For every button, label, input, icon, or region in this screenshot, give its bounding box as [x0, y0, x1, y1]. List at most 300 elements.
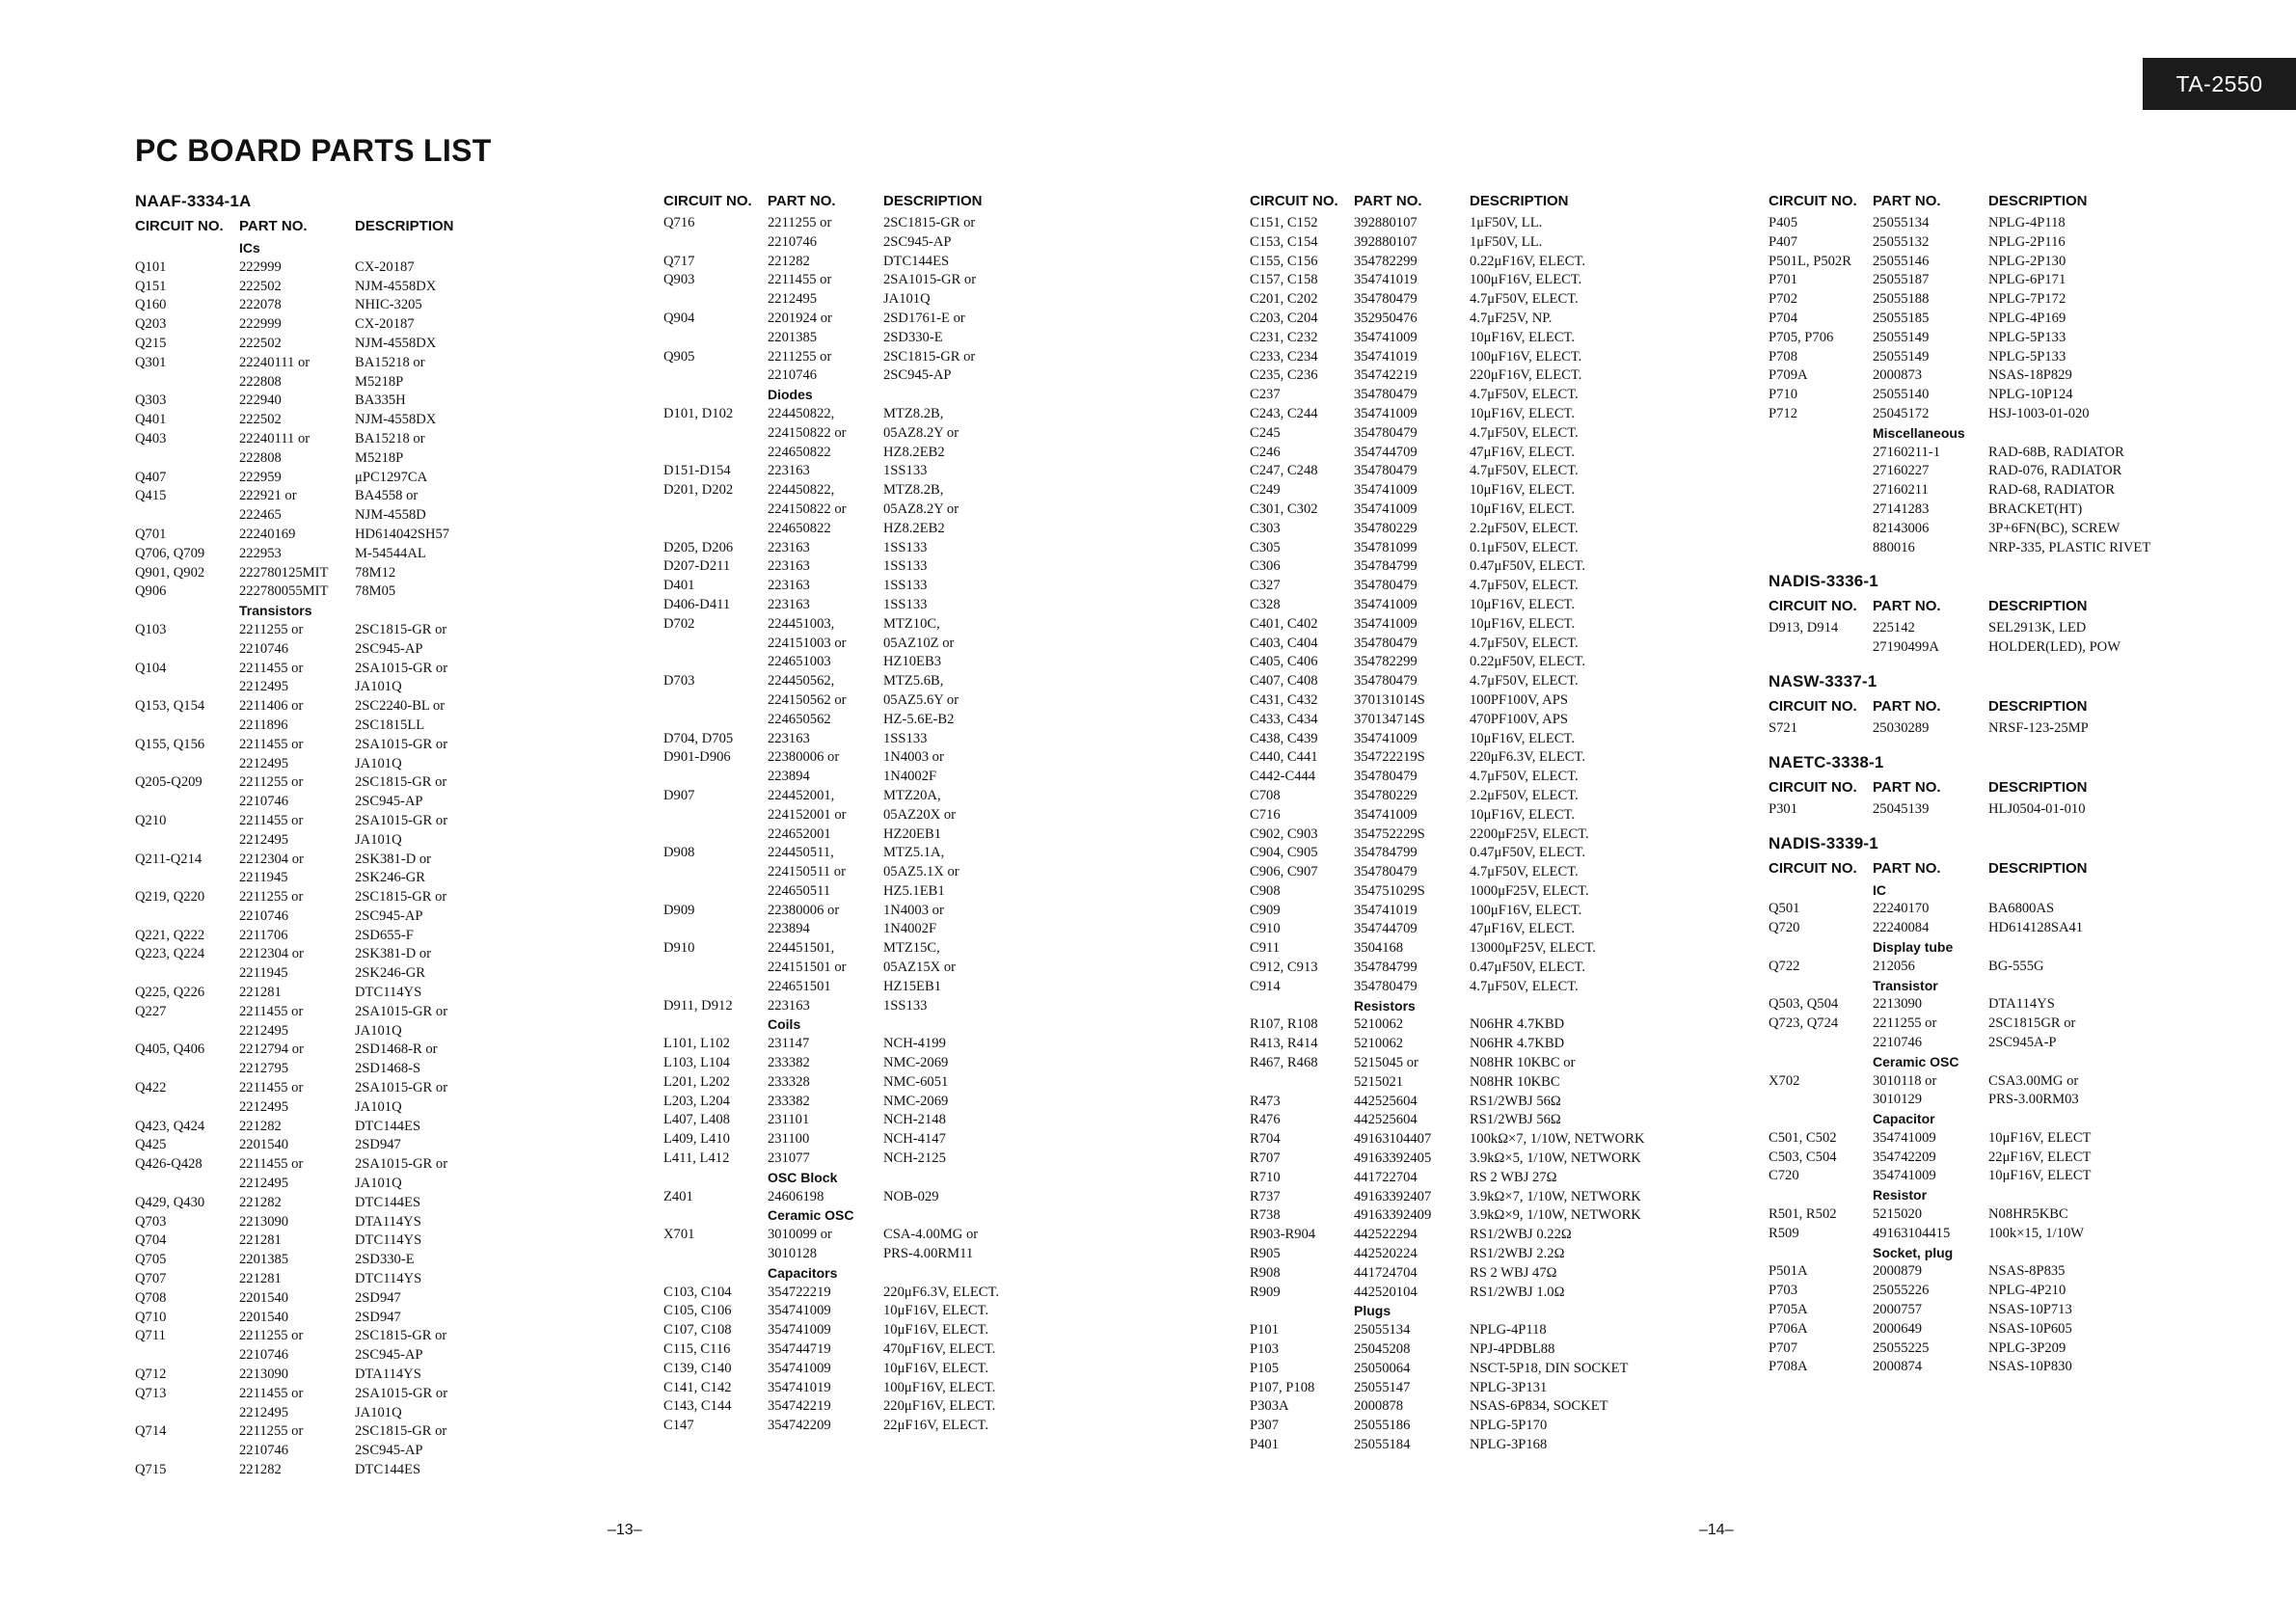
- part-row: [1769, 520, 2150, 539]
- part-no: 222465: [239, 507, 282, 524]
- part-row: [135, 1309, 454, 1328]
- section-label: Capacitors: [768, 1264, 838, 1281]
- description: NPLG-5P133: [1988, 329, 2066, 345]
- circuit-no: P704: [1769, 310, 1798, 326]
- circuit-no: D901-D906: [663, 749, 731, 766]
- circuit-no: P407: [1769, 233, 1798, 250]
- circuit-no: C401, C402: [1250, 615, 1318, 632]
- section-heading: [1250, 997, 1645, 1016]
- circuit-no: C245: [1250, 424, 1281, 441]
- part-row: [135, 1213, 454, 1232]
- part-no: 2211455 or: [239, 1156, 304, 1173]
- description: 47μF16V, ELECT.: [1470, 921, 1576, 937]
- description: NCH-4147: [883, 1131, 946, 1148]
- description: 2SD330-E: [883, 329, 943, 345]
- circuit-no: C246: [1250, 444, 1281, 460]
- part-no: 224150511 or: [768, 864, 846, 880]
- circuit-no: [663, 959, 768, 978]
- part-no: 49163392407: [1354, 1188, 1432, 1204]
- part-no: 354780479: [1354, 978, 1418, 994]
- circuit-no: P303A: [1250, 1398, 1289, 1415]
- part-no: 2213090: [1873, 996, 1923, 1013]
- part-no: 25030289: [1873, 719, 1930, 736]
- part-no: 25055134: [1873, 215, 1930, 230]
- circuit-no: [1769, 1110, 1873, 1129]
- part-row: [1769, 539, 2150, 558]
- circuit-no: P708A: [1769, 1359, 1808, 1375]
- circuit-no: D909: [663, 902, 695, 918]
- part-no: 224450822,: [768, 405, 835, 421]
- part-no: 224651501: [768, 978, 831, 994]
- part-no: 442520224: [1354, 1246, 1418, 1262]
- description: 4.7μF50V, ELECT.: [1470, 673, 1579, 690]
- part-no: 22380006 or: [768, 902, 840, 918]
- part-no: 2212495: [239, 831, 289, 848]
- part-no: 224651003: [768, 654, 831, 670]
- part-no: 392880107: [1354, 215, 1418, 230]
- circuit-no: C203, C204: [1250, 310, 1318, 326]
- description: 4.7μF50V, ELECT.: [1470, 291, 1579, 308]
- header-description: DESCRIPTION: [883, 193, 983, 209]
- circuit-no: Q210: [135, 812, 167, 828]
- part-row: [663, 539, 999, 558]
- part-no: 2210746: [768, 367, 818, 384]
- description: N08HR5KBC: [1988, 1206, 2068, 1223]
- circuit-no: [135, 239, 239, 258]
- part-row: [663, 596, 999, 615]
- circuit-no: Q710: [135, 1309, 167, 1325]
- description: BRACKET(HT): [1988, 500, 2083, 517]
- circuit-no: [663, 978, 768, 997]
- part-no: 2201540: [239, 1309, 289, 1325]
- part-row: [1250, 730, 1645, 749]
- part-no: 2212304 or: [239, 851, 304, 867]
- part-no: 2201385: [768, 329, 818, 345]
- part-row: [1250, 214, 1645, 233]
- description: 05AZ15X or: [883, 960, 956, 976]
- circuit-no: C105, C106: [663, 1303, 732, 1319]
- circuit-no: C115, C116: [663, 1341, 731, 1358]
- description: NMC-2069: [883, 1093, 949, 1109]
- part-row: [1769, 958, 2150, 977]
- part-no: 354741019: [768, 1379, 831, 1395]
- part-row: [1250, 1436, 1645, 1455]
- part-no: 2211896: [239, 717, 288, 733]
- part-no: 354780479: [1354, 864, 1418, 880]
- circuit-no: Q712: [135, 1366, 167, 1383]
- description: NPLG-5P170: [1470, 1418, 1548, 1434]
- circuit-no: [1769, 1244, 1873, 1263]
- description: 10μF16V, ELECT.: [1470, 329, 1576, 345]
- circuit-no: D913, D914: [1769, 620, 1839, 636]
- circuit-no: D201, D202: [663, 482, 734, 499]
- circuit-no: C910: [1250, 921, 1281, 937]
- description: 100kΩ×7, 1/10W, NETWORK: [1470, 1131, 1645, 1148]
- part-row: [663, 271, 999, 290]
- part-row: [1250, 366, 1645, 386]
- description: NPLG-6P171: [1988, 272, 2066, 288]
- header-circuit-no: CIRCUIT NO.: [1769, 778, 1857, 796]
- circuit-no: P707: [1769, 1339, 1798, 1356]
- part-row: [135, 506, 454, 526]
- part-no: 354741019: [1354, 272, 1418, 288]
- circuit-no: D401: [663, 578, 695, 594]
- circuit-no: Q160: [135, 297, 167, 313]
- part-row: [1250, 557, 1645, 577]
- part-no: 2000874: [1873, 1359, 1923, 1375]
- circuit-no: C139, C140: [663, 1360, 732, 1376]
- circuit-no: Q155, Q156: [135, 736, 205, 752]
- part-no: 441724704: [1354, 1264, 1418, 1281]
- part-row: [1250, 1150, 1645, 1169]
- circuit-no: C328: [1250, 596, 1281, 612]
- circuit-no: Q722: [1769, 958, 1800, 974]
- part-row: [135, 984, 454, 1003]
- circuit-no: [663, 1264, 768, 1284]
- part-no: 25055187: [1873, 272, 1930, 288]
- part-no: 221281: [239, 1232, 282, 1249]
- part-row: [663, 844, 999, 863]
- part-row: [1769, 481, 2150, 500]
- part-row: [1250, 902, 1645, 921]
- part-no: 2210746: [239, 1443, 289, 1459]
- circuit-no: [135, 449, 239, 469]
- description: 2SA1015-GR or: [355, 1003, 448, 1019]
- circuit-no: Q723, Q724: [1769, 1015, 1839, 1032]
- part-row: [1250, 577, 1645, 596]
- part-no: 354742219: [768, 1398, 831, 1415]
- circuit-no: [1769, 938, 1873, 958]
- page-number-right: –14–: [1699, 1522, 1734, 1538]
- circuit-no: P501A: [1769, 1263, 1808, 1280]
- part-no: 5215045 or: [1354, 1055, 1418, 1071]
- part-no: 233382: [768, 1055, 810, 1071]
- part-no: 233328: [768, 1073, 810, 1090]
- description: 2SD1761-E or: [883, 310, 965, 326]
- part-no: 222780055MIT: [239, 583, 329, 600]
- circuit-no: D151-D154: [663, 463, 731, 479]
- circuit-no: C143, C144: [663, 1398, 732, 1415]
- part-row: [663, 997, 999, 1016]
- circuit-no: Q303: [135, 392, 167, 409]
- description: NMC-2069: [883, 1055, 949, 1071]
- description: RS1/2WBJ 56Ω: [1470, 1093, 1561, 1109]
- part-row: [1250, 863, 1645, 882]
- circuit-no: C433, C434: [1250, 711, 1318, 727]
- part-row: [1250, 1379, 1645, 1398]
- description: 2SC1815-GR or: [883, 348, 976, 365]
- circuit-no: Q429, Q430: [135, 1194, 205, 1210]
- description: NPLG-4P118: [1988, 215, 2066, 230]
- board-title: NAETC-3338-1: [1769, 752, 1884, 771]
- part-no: 354780479: [1354, 291, 1418, 308]
- header-part-no: PART NO.: [1873, 778, 1941, 796]
- description: DTC144ES: [355, 1118, 421, 1134]
- part-row: [1250, 1093, 1645, 1112]
- part-row: [663, 730, 999, 749]
- part-row: [1250, 290, 1645, 310]
- part-row: [663, 1188, 999, 1207]
- part-row: [135, 545, 454, 564]
- circuit-no: [663, 863, 768, 882]
- part-no: 27190499A: [1873, 639, 1939, 656]
- part-no: 225142: [1873, 620, 1915, 636]
- part-row: [663, 444, 999, 463]
- circuit-no: [135, 678, 239, 697]
- part-row: [663, 557, 999, 577]
- circuit-no: Q901, Q902: [135, 564, 205, 581]
- part-row: [1769, 1301, 2150, 1320]
- part-row: [1250, 711, 1645, 730]
- section-heading: [1769, 1186, 2150, 1205]
- circuit-no: Q221, Q222: [135, 927, 205, 943]
- description: 3.9kΩ×5, 1/10W, NETWORK: [1470, 1150, 1641, 1167]
- part-no: 25055134: [1354, 1322, 1411, 1339]
- part-row: [1250, 271, 1645, 290]
- part-no: 27160227: [1873, 463, 1930, 479]
- description: DTA114YS: [1988, 996, 2055, 1013]
- circuit-no: D101, D102: [663, 405, 734, 421]
- part-no: 354741009: [1354, 806, 1418, 823]
- circuit-no: P702: [1769, 291, 1798, 308]
- section-heading: [663, 1206, 999, 1226]
- part-no: 49163104407: [1354, 1131, 1432, 1148]
- circuit-no: Q716: [663, 215, 695, 230]
- circuit-no: [663, 691, 768, 711]
- circuit-no: L411, L412: [663, 1150, 730, 1167]
- description: N06HR 4.7KBD: [1470, 1036, 1565, 1052]
- column-header-row: [1769, 594, 2150, 619]
- description: HZ15EB1: [883, 978, 941, 994]
- part-row: [1769, 348, 2150, 367]
- circuit-no: R413, R414: [1250, 1036, 1318, 1052]
- description: NSAS-8P835: [1988, 1263, 2066, 1280]
- part-row: [1250, 825, 1645, 845]
- description: NSCT-5P18, DIN SOCKET: [1470, 1360, 1629, 1376]
- description: 2SC2240-BL or: [355, 698, 446, 715]
- part-no: 5210062: [1354, 1016, 1404, 1033]
- part-row: [135, 411, 454, 430]
- circuit-no: [663, 1015, 768, 1035]
- description: MTZ20A,: [883, 787, 941, 803]
- header-description: DESCRIPTION: [1988, 193, 2088, 209]
- circuit-no: Q708: [135, 1289, 167, 1306]
- circuit-no: R737: [1250, 1188, 1281, 1204]
- part-no: 354741009: [1873, 1129, 1936, 1146]
- part-row: [663, 1054, 999, 1073]
- part-no: 2213090: [239, 1213, 289, 1230]
- description: 220μF16V, ELECT.: [883, 1398, 996, 1415]
- part-no: 22240170: [1873, 901, 1930, 917]
- circuit-no: Q104: [135, 660, 167, 676]
- description: 4.7μF50V, ELECT.: [1470, 424, 1579, 441]
- part-row: [135, 1270, 454, 1289]
- description: 10μF16V, ELECT.: [1470, 500, 1576, 517]
- part-row: [663, 348, 999, 367]
- description: 100μF16V, ELECT.: [1470, 272, 1582, 288]
- part-row: [1769, 386, 2150, 405]
- part-row: [1250, 424, 1645, 444]
- description: 1SS133: [883, 558, 928, 575]
- part-row: [135, 1346, 454, 1366]
- part-row: [135, 296, 454, 315]
- part-row: [1769, 1149, 2150, 1168]
- circuit-no: C303: [1250, 520, 1281, 536]
- description: 100PF100V, APS: [1470, 691, 1568, 708]
- part-row: [135, 1327, 454, 1346]
- circuit-no: Q227: [135, 1003, 167, 1019]
- description: 2SD1468-S: [355, 1061, 421, 1077]
- circuit-no: [135, 964, 239, 984]
- description: 47μF16V, ELECT.: [1470, 444, 1576, 460]
- part-row: [1769, 310, 2150, 329]
- part-no: 222808: [239, 373, 282, 390]
- circuit-no: C153, C154: [1250, 233, 1318, 250]
- part-no: 3010128: [768, 1246, 818, 1262]
- circuit-no: [663, 825, 768, 845]
- part-row: [1250, 1015, 1645, 1035]
- part-no: 222940: [239, 392, 282, 409]
- part-no: 25055147: [1354, 1379, 1411, 1395]
- part-no: 352950476: [1354, 310, 1418, 326]
- description: HD614042SH57: [355, 526, 450, 542]
- circuit-no: [135, 907, 239, 927]
- part-no: 25055149: [1873, 329, 1930, 345]
- part-no: 222502: [239, 335, 282, 351]
- circuit-no: P712: [1769, 405, 1798, 421]
- part-row: [663, 959, 999, 978]
- circuit-no: Q203: [135, 316, 167, 333]
- part-row: [1769, 214, 2150, 233]
- circuit-no: Q903: [663, 272, 695, 288]
- part-no: 2211945: [239, 870, 288, 886]
- part-row: [1250, 1188, 1645, 1207]
- description: 10μF16V, ELECT.: [1470, 596, 1576, 612]
- section-label: Coils: [768, 1016, 801, 1033]
- description: 1000μF25V, ELECT.: [1470, 882, 1589, 899]
- description: 78M12: [355, 564, 396, 581]
- description: NSAS-18P829: [1988, 367, 2072, 384]
- description: NPLG-3P131: [1470, 1379, 1548, 1395]
- part-no: 392880107: [1354, 233, 1418, 250]
- part-row: [135, 1118, 454, 1137]
- description: 2SA1015-GR or: [355, 1080, 448, 1096]
- part-no: 222078: [239, 297, 282, 313]
- circuit-no: D907: [663, 787, 695, 803]
- circuit-no: C908: [1250, 882, 1281, 899]
- description: BA6800AS: [1988, 901, 2055, 917]
- description: RAD-076, RADIATOR: [1988, 463, 2122, 479]
- description: 2SK246-GR: [355, 965, 425, 982]
- part-no: 442525604: [1354, 1093, 1418, 1109]
- description: 4.7μF50V, ELECT.: [1470, 387, 1579, 403]
- part-row: [1769, 329, 2150, 348]
- section-heading: [1769, 1110, 2150, 1129]
- description: 2SC1815-GR or: [355, 774, 447, 791]
- part-no: 2211406 or: [239, 698, 304, 715]
- header-circuit-no: CIRCUIT NO.: [1769, 598, 1857, 615]
- part-no: 370134714S: [1354, 711, 1425, 727]
- description: 2SD947: [355, 1309, 401, 1325]
- circuit-no: R473: [1250, 1093, 1281, 1109]
- part-row: [663, 1073, 999, 1093]
- description: HZ5.1EB1: [883, 882, 945, 899]
- part-no: 224650511: [768, 882, 831, 899]
- part-row: [663, 1417, 999, 1436]
- part-no: 2211455 or: [239, 736, 304, 752]
- description: MTZ5.1A,: [883, 845, 945, 861]
- description: 22μF16V, ELECT: [1988, 1149, 2092, 1165]
- description: 2SC945-AP: [355, 907, 423, 924]
- circuit-no: Q503, Q504: [1769, 996, 1839, 1013]
- description: 05AZ20X or: [883, 806, 956, 823]
- description: RS1/2WBJ 1.0Ω: [1470, 1284, 1565, 1300]
- part-row: [135, 1404, 454, 1423]
- part-no: 221281: [239, 985, 282, 1001]
- description: M5218P: [355, 373, 404, 390]
- circuit-no: [135, 373, 239, 392]
- part-row: [663, 253, 999, 272]
- part-no: 224650562: [768, 711, 831, 727]
- part-no: 354742219: [1354, 367, 1418, 384]
- part-no: 2211455 or: [239, 1080, 304, 1096]
- circuit-no: [1250, 997, 1354, 1016]
- circuit-no: L103, L104: [663, 1055, 730, 1071]
- part-no: 354752229S: [1354, 825, 1425, 842]
- circuit-no: C151, C152: [1250, 215, 1318, 230]
- description: 2SD330-E: [355, 1252, 415, 1268]
- part-row: [135, 1098, 454, 1118]
- circuit-no: Q720: [1769, 920, 1800, 936]
- circuit-no: D702: [663, 615, 695, 632]
- board-title: NAAF-3334-1A: [135, 192, 252, 210]
- circuit-no: [663, 500, 768, 520]
- description: CX-20187: [355, 258, 415, 275]
- circuit-no: L409, L410: [663, 1131, 730, 1148]
- circuit-no: C407, C408: [1250, 673, 1318, 690]
- description: NCH-2125: [883, 1150, 946, 1167]
- part-row: [135, 621, 454, 640]
- parts-column-3: [1250, 189, 1645, 1455]
- part-row: [663, 329, 999, 348]
- part-no: 5210062: [1354, 1036, 1404, 1052]
- part-no: 370131014S: [1354, 691, 1425, 708]
- part-no: 354780479: [1354, 673, 1418, 690]
- part-row: [1769, 1320, 2150, 1339]
- part-no: 2201540: [239, 1137, 289, 1153]
- part-no: 354780479: [1354, 463, 1418, 479]
- part-row: [1250, 672, 1645, 691]
- circuit-no: [1769, 520, 1873, 539]
- description: 10μF16V, ELECT.: [1470, 615, 1576, 632]
- circuit-no: P706A: [1769, 1320, 1808, 1337]
- description: NMC-6051: [883, 1073, 949, 1090]
- part-row: [1769, 271, 2150, 290]
- part-no: 224451501,: [768, 940, 835, 957]
- description: 2SC945-AP: [883, 233, 952, 250]
- part-row: [1769, 995, 2150, 1014]
- part-row: [135, 469, 454, 488]
- circuit-no: [663, 290, 768, 310]
- part-row: [1769, 1129, 2150, 1149]
- part-row: [663, 1245, 999, 1264]
- circuit-no: C906, C907: [1250, 864, 1318, 880]
- part-row: [1769, 233, 2150, 253]
- description: JA101Q: [355, 679, 402, 695]
- part-row: [1250, 1054, 1645, 1073]
- description: 2SD655-F: [355, 927, 414, 943]
- section-label: Ceramic OSC: [1873, 1053, 1959, 1069]
